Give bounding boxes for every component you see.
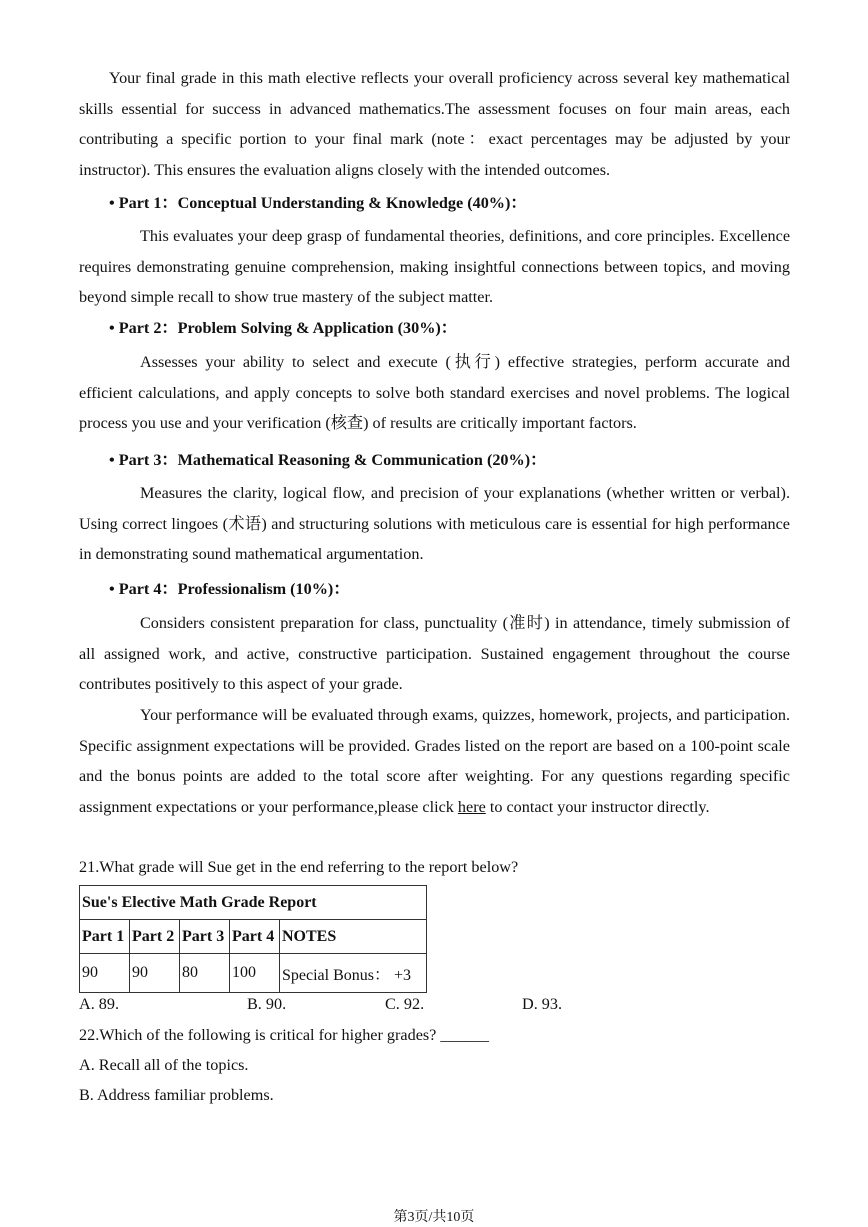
part3-body: Measures the clarity, logical flow, and precision of your explanations (whether written or verbal). Using correct lingoes (术语) and structuring solutions with meticulous care is essential for high performance in demonstrating sound mathematical argumentation. — [79, 484, 790, 563]
table-cell-part4: 100 — [230, 954, 280, 993]
table-title: Sue's Elective Math Grade Report — [80, 886, 427, 920]
q22-option-a[interactable]: A. Recall all of the topics. — [79, 1056, 249, 1074]
table-header-part3: Part 3 — [180, 920, 230, 954]
part1-heading: • Part 1：Conceptual Understanding & Knowledge (40%)： — [109, 194, 527, 212]
part3-heading: • Part 3：Mathematical Reasoning & Communication (20%)： — [109, 451, 547, 469]
page-footer: 第3页/共10页 — [393, 1210, 475, 1225]
contact-instructor-link[interactable]: here — [457, 797, 486, 816]
closing-paragraph — [79, 700, 790, 822]
table-header-notes: NOTES — [280, 920, 427, 954]
table-cell-notes: Special Bonus： +3 — [280, 954, 427, 993]
part4-heading: • Part 4：Professionalism (10%)： — [109, 580, 350, 598]
table-cell-part3: 80 — [180, 954, 230, 993]
intro-paragraph: Your final grade in this math elective reflects your overall proficiency across several key mathematical skills essential for success in advanced mathematics.The assessment focuses on four main areas, each contributing a specific portion to your final mark (note：exact percentages may be adjusted by your instructor). This ensures the evaluation aligns closely with the intended outcomes. — [79, 69, 790, 179]
part1-body: This evaluates your deep grasp of fundamental theories, definitions, and core principles. Excellence requires demonstrating genuine comprehension, making insightful connections between topics, and moving beyond simple recall to show true mastery of the subject matter. — [79, 227, 790, 306]
table-cell-part1: 90 — [80, 954, 130, 993]
q22-option-b[interactable]: B. Address familiar problems. — [79, 1086, 274, 1104]
table-header-part4: Part 4 — [230, 920, 280, 954]
q21-option-b[interactable]: B. 90. — [247, 995, 287, 1013]
q21-option-c[interactable]: C. 92. — [385, 995, 425, 1013]
closing-text-end: to contact your instructor directly. — [485, 797, 710, 816]
question-22-stem: 22.Which of the following is critical for higher grades? ______ — [79, 1026, 489, 1044]
grade-report-table — [79, 885, 427, 993]
table-row — [80, 954, 427, 993]
closing-text: Your performance will be evaluated through exams, quizzes, homework, projects, and participation. Specific assignment expectations will be provided. Grades listed on the report are based on a 100-point scale and the bonus points are added to the total score after weighting. For any questions regarding specific assignment expectations or your performance,please click — [79, 706, 790, 816]
q21-option-a[interactable]: A. 89. — [79, 995, 120, 1013]
q21-option-d[interactable]: D. 93. — [522, 995, 563, 1013]
table-row — [80, 886, 427, 920]
table-cell-part2: 90 — [130, 954, 180, 993]
question-21-stem: 21.What grade will Sue get in the end referring to the report below? — [79, 858, 519, 876]
part2-body: Assesses your ability to select and execute (执行) effective strategies, perform accurate and efficient calculations, and apply concepts to solve both standard exercises and novel problems. The logical process you use and your verification (核查) of results are critically important factors. — [79, 353, 790, 432]
part4-body: Considers consistent preparation for class, punctuality (准时) in attendance, timely submission of all assigned work, and active, constructive participation. Sustained engagement throughout the course contributes positively to this aspect of your grade. — [79, 614, 790, 693]
table-header-part2: Part 2 — [130, 920, 180, 954]
table-header-part1: Part 1 — [80, 920, 130, 954]
table-row — [80, 920, 427, 954]
part2-heading: • Part 2：Problem Solving & Application (30%)： — [109, 319, 457, 337]
